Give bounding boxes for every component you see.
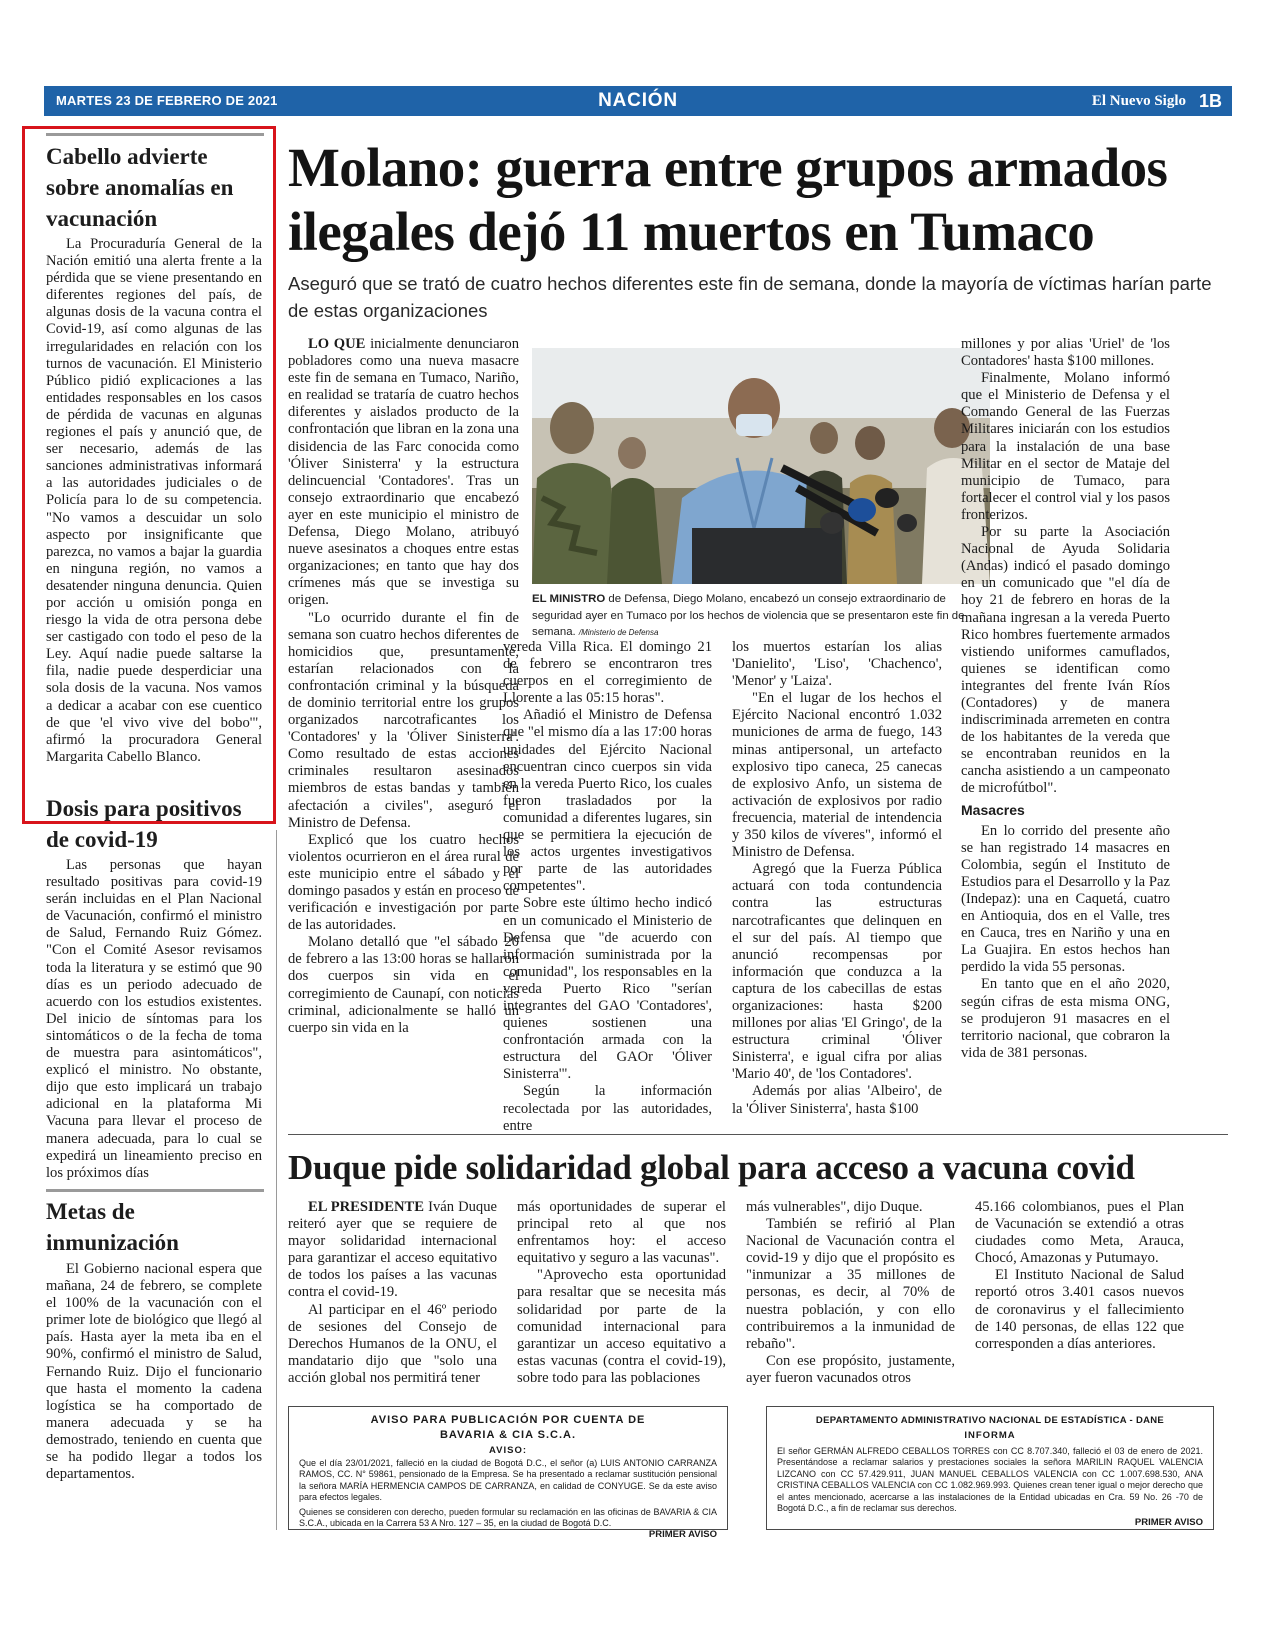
paragraph: Además por alias 'Albeiro', de la 'Óliver Sinisterra', hasta $100	[732, 1083, 942, 1117]
paragraph: 45.166 colombianos, pues el Plan de Vacunación se extendió a otras ciudades como Meta, Arauca, Chocó, Amazonas y Putumayo.	[975, 1199, 1184, 1267]
notice-footer: PRIMER AVISO	[1134, 1517, 1203, 1529]
paragraph: Al participar en el 46º periodo de sesiones del Consejo de Derechos Humanos de la ONU, el mandatario dijo que "solo una acción global nos permitirá tener	[288, 1301, 497, 1386]
notice-title: DEPARTAMENTO ADMINISTRATIVO NACIONAL DE ESTADÍSTICA - DANE	[815, 1415, 1165, 1426]
paragraph: Iván Duque reiteró ayer que se requiere de mayor solidaridad internacional para garantizar el acceso equitativo de todos los países a las vacunas contra el covid-19.	[288, 1199, 497, 1301]
paragraph: En tanto que en el año 2020, según cifras de esta misma ONG, se produjeron 91 masacres en el territorio nacional, que cobraron la vida de 381 personas.	[961, 976, 1170, 1061]
paragraph: En lo corrido del presente año se han registrado 14 masacres en Colombia, según el Instituto de Estudios para el Desarrollo y la Paz (Indepaz): una en Caquetá, cuatro en Antioquia, dos en el Valle, tres en Cauca, tres en Nariño y una en La Guajira. En estos hechos han perdido la vida 55 personas.	[961, 822, 1170, 976]
notice-title: INFORMA	[964, 1430, 1016, 1441]
paragraph: los muertos estarían los alias 'Danielito', 'Liso', 'Chachenco', 'Menor' y 'Laiza'.	[732, 639, 942, 690]
paragraph: Agregó que la Fuerza Pública actuará con toda contundencia contra las estructuras narcotraficantes que delinquen en el sur del país. Al tiempo que anunció recompensas por información que conduzca a la captura de los cabecillas de estas organizaciones: hasta $200 millones por alias 'El Gringo', de la estructura criminal 'Óliver Sinisterra', e igual cifra por alias 'Mario 40', de 'los Contadores'.	[732, 861, 942, 1083]
sidebar-story-text: Las personas que hayan resultado positivas para covid-19 serán incluidas en el Plan Nacional de Vacunación, confirmó el ministro de Salud, Fernando Ruiz Gómez. "Con el Comité Asesor revisamos toda la literatura y se estimó que 90 días es un periodo adecuado de acuerdo con los estudios existentes. Del inicio de síntomas para los sintomáticos o de la fecha de toma de muestra para asintomáticos", explicó el ministro. No obstante, dijo que esto implicará un trabajo adicional en la plataforma Mi Vacuna para llevar el proceso de manera adecuada, para lo cual se expedirá un lineamiento preciso en los próximos días	[46, 857, 262, 1181]
page-number: 1B	[1198, 91, 1222, 111]
sidebar-story-body	[46, 857, 262, 1182]
caption-text: de Defensa, Diego Molano, encabezó un consejo extraordinario de seguridad ayer en Tumaco por los hechos de violencia que se presentaron este fin de semana.	[532, 593, 965, 638]
main-story-column-1	[288, 336, 519, 1037]
sidebar-story-title: Cabello advierte sobre anomalías en vacunación	[46, 144, 234, 231]
notice-title: BAVARIA & CIA S.C.A.	[439, 1429, 577, 1441]
section-header-bar	[44, 86, 1232, 116]
issue-date: MARTES 23 DE FEBRERO DE 2021	[56, 93, 278, 108]
paragraph: Con ese propósito, justamente, ayer fueron vacunados otros	[746, 1352, 955, 1386]
main-story-column-2	[503, 639, 712, 1135]
photo-illustration	[532, 348, 990, 584]
paragraph: "Aprovecho esta oportunidad para resaltar que se necesita más solidaridad por parte de la comunidad internacional para garantizar un acceso equitativo a estas vacunas (contra el covid-19), sobre todo para las poblaciones	[517, 1267, 726, 1386]
main-story-column-4	[961, 336, 1170, 1062]
paragraph: vereda Villa Rica. El domingo 21 de febrero se encontraron tres cuerpos en el corregimiento de Llorente a las 05:15 horas".	[503, 639, 712, 707]
paragraph: más vulnerables", dijo Duque.	[746, 1199, 923, 1215]
notice-title: AVISO PARA PUBLICACIÓN POR CUENTA DE	[370, 1414, 646, 1426]
notice-body: El señor GERMÁN ALFREDO CEBALLOS TORRES con CC 8.707.340, falleció el 03 de enero de 2021. Presentándose a reclamar salarios y prestaciones sociales la señora MARILIN RAQUEL VALENCIA LIZCANO con CC 57.429.911, JUAN MANUEL CEBALLOS VALENCIA con CC 1.007.698.530, ANA CRISTINA CEBALLOS VALENCIA con CC 1.082.969.993. Quienes crean tener igual o mejor derecho que el antes mencionado, acercarse a las instalaciones de la Entidad ubicadas en Cra. 59 No. 26 -70 de Bogotá D.C., a fin de reclamar sus derechos.	[777, 1446, 1203, 1514]
notice-subtitle: AVISO:	[488, 1445, 528, 1456]
subheading: Masacres	[961, 801, 1025, 818]
paragraph: También se refirió al Plan Nacional de Vacunación contra el covid-19 y dijo que el propósito es "inmunizar a 35 millones de personas, es decir, al 70% de nuestra población, y con ello contribuiremos a la inmunidad de rebaño".	[746, 1216, 955, 1352]
paragraph: millones y por alias 'Uriel' de 'los Contadores' hasta $100 millones.	[961, 336, 1170, 370]
column-divider	[276, 830, 277, 1530]
paragraph: inicialmente denunciaron pobladores como una nueva masacre este fin de semana en Tumaco, Nariño, en realidad se trataría de cuatro hechos diferentes y aislados producto de la confrontación que libran en la zona una disidencia de las Farc conocida como 'Óliver Sinisterra' y la estructura delincuencial 'Contadores'. Tras un consejo extraordinario que encabezó ayer en este municipio el ministro de Defensa, Diego Molano, atribuyó nueve asesinatos a choques entre estas organizaciones; en tanto que hay dos crímenes más que se investiga su origen.	[288, 336, 520, 609]
sidebar-story-text: El Gobierno nacional espera que mañana, 24 de febrero, se complete el 100% de la vacunación con el primer lote de biológico que llegó al país. Hasta ayer la meta iba en el 90%, confirmó el ministro de Salud, Fernando Ruiz. Dijo el funcionario que hasta el momento la cadena logística se ha comportado de manera adecuada y se ha demostrado, teniendo en cuenta que se ha podido llegar a todos los departamentos.	[46, 1261, 262, 1483]
caption-lead: EL MINISTRO	[532, 593, 606, 605]
paragraph: Explicó que los cuatro hechos violentos ocurrieron en el área rural de este municipio entre el sábado y el domingo pasados y están en proceso de verificación e investigación por parte de las autoridades.	[288, 831, 519, 934]
photo-credit: /Ministerio de Defensa	[578, 628, 659, 637]
legal-notice-dane	[766, 1406, 1214, 1530]
notice-body: Que el día 23/01/2021, falleció en la ciudad de Bogotá D.C., el señor (a) LUIS ANTONIO CARRANZA RAMOS, CC. N° 59861, pensionado de la Empresa. Se ha presentado a reclamar sustitución pensional la señora MARÍA HERMENCIA CAMPOS DE CARRANZA, en calidad de CONYUGE. Se da este aviso para efectos legales.	[299, 1458, 717, 1503]
second-story-column-2	[517, 1199, 726, 1387]
sidebar-story-title: Dosis para positivos de covid-19	[46, 796, 242, 852]
main-headline: Molano: guerra entre grupos armados ilegales dejó 11 muertos en Tumaco	[288, 137, 1168, 262]
sidebar-rule	[46, 133, 264, 136]
paragraph: Molano detalló que "el sábado 20 de febrero a las 13:00 horas se hallaron dos cuerpos sin vida en el corregimiento de Caunapí, con noticias criminal, adicionalmente se halló un cuerpo sin vida en la	[288, 934, 519, 1036]
lead-word: LO QUE	[308, 336, 366, 352]
newspaper-logo: El Nuevo Siglo	[1091, 93, 1186, 109]
sidebar-story-body	[46, 236, 262, 766]
notice-body: Quienes se consideren con derecho, pueden formular su reclamación en las oficinas de BAVARIA & CIA S.C.A., ubicada en la Carrera 53 A Nro. 127 – 35, en la ciudad de Bogotá D.C.	[299, 1506, 717, 1529]
sidebar-story-text: La Procuraduría General de la Nación emitió una alerta frente a la pérdida que se viene presentando en diferentes regiones del país, de algunas dosis de la vacuna contra el Covid-19, así como algunas de las irregularidades en relación con los turnos de vacunación. El Ministerio Público pidió explicaciones a las entidades responsables en los casos de pérdida de vacunas en algunas regiones el país y anunció que, de ser necesario, además de las sanciones administrativas informará a las autoridades judiciales o de Policía para lo de su competencia. "No vamos a descuidar un solo aspecto por insignificante que parezca, no vamos a bajar la guardia en ninguna región, no vamos a desatender ninguna denuncia. Quien por acción u omisión ponga en riesgo la vida de otra persona debe ser castigado con todo el peso de la Ley. Aquí nadie puede saltarse la fila, nadie puede desperdiciar una sola dosis de la vacuna. Nos vamos a dedicar a acabar con ese cuentico de que 'el vivo vive del bobo'", afirmó la procuradora General Margarita Cabello Blanco.	[46, 236, 262, 765]
second-headline: Duque pide solidaridad global para acceso a vacuna covid	[288, 1148, 1135, 1187]
paragraph: Finalmente, Molano informó que el Ministerio de Defensa y el Comando General de las Fuerzas Militares iniciarán con los estudios para la instalación de una base Militar en el sector de Mataje del municipio de Tumaco, para fortalecer el control vial y los pasos fronterizos.	[961, 370, 1170, 523]
second-story-column-4	[975, 1199, 1184, 1353]
paragraph: Añadió el Ministro de Defensa que "el mismo día a las 17:00 horas unidades del Ejército Nacional encuentran cinco cuerpos sin vida en la vereda Puerto Rico, los cuales fueron trasladados por la comunidad a diferentes lugares, sin que se permitiera la ejecución de los actos urgentes investigativos por parte de las autoridades competentes".	[503, 707, 712, 895]
paragraph: "Lo ocurrido durante el fin de semana son cuatro hechos diferentes de homicidios que, presuntamente, estarían relacionados con la confrontación criminal y la búsqueda de dominio territorial entre los grupos organizados narcotraficantes los 'Contadores' y la 'Óliver Sinisterra'. Como resultado de estas acciones criminales resultaron asesinados miembros de estas bandas y también afectación a civiles", aseguró el Ministro de Defensa.	[288, 609, 519, 831]
paragraph: El Instituto Nacional de Salud reportó otros 3.401 casos nuevos de coronavirus y el fallecimiento de 140 personas, de ellas 122 que corresponden a días anteriores.	[975, 1267, 1184, 1352]
section-name: NACIÓN	[598, 90, 678, 111]
paragraph: Sobre este último hecho indicó en un comunicado el Ministerio de Defensa que "de acuerdo con información suministrada por la comunidad", los responsables en la vereda Puerto Rico "serían integrantes del GAO 'Contadores', quienes sostienen una confrontación armada con la estructura del GAOr 'Óliver Sinisterra'".	[503, 895, 712, 1083]
main-story-column-3	[732, 639, 942, 1118]
paragraph: más oportunidades de superar el principal reto al que nos enfrentamos hoy: el acceso equitativo y seguro a las vacunas".	[517, 1199, 726, 1267]
second-story-column-1	[288, 1199, 497, 1387]
sidebar-rule	[46, 1189, 264, 1192]
lead-word: EL PRESIDENTE	[308, 1199, 424, 1215]
story-separator	[288, 1134, 1228, 1135]
legal-notice-bavaria	[288, 1406, 728, 1541]
main-deck: Aseguró que se trató de cuatro hechos diferentes este fin de semana, donde la mayoría de víctimas harían parte de estas organizaciones	[288, 273, 1212, 321]
sidebar-story-title: Metas de inmunización	[46, 1199, 179, 1255]
paragraph: Por su parte la Asociación Nacional de Ayuda Solidaria (Andas) indicó el pasado domingo en un comunicado que "el día de hoy 21 de febrero en horas de la mañana ingresan a la vereda Puerto Rico hombres fuertemente armados vistiendo uniformes camuflados, quienes se identifican como integrantes del frente Iván Ríos (Contadores) y de manera indiscriminada arremeten en contra de los habitantes de la vereda que se encontraban reunidos en la cancha asistiendo a un campeonato de microfútbol".	[961, 524, 1170, 797]
sidebar-story-body	[46, 1261, 262, 1483]
paragraph: Según la información recolectada por las autoridades, entre	[503, 1083, 712, 1134]
notice-footer: PRIMER AVISO	[648, 1529, 717, 1541]
photo-caption	[532, 591, 992, 642]
news-photo	[532, 348, 990, 584]
second-story-column-3	[746, 1199, 955, 1387]
paragraph: "En el lugar de los hechos el Ejército Nacional encontró 1.032 municiones de arma de fuego, 143 minas antipersonal, un artefacto explosivo tipo caneca, 25 canecas de explosivo Anfo, un sistema de activación de explosivos por radio frecuencia, material de intendencia y 350 kilos de víveres", informó el Ministro de Defensa.	[732, 690, 942, 861]
